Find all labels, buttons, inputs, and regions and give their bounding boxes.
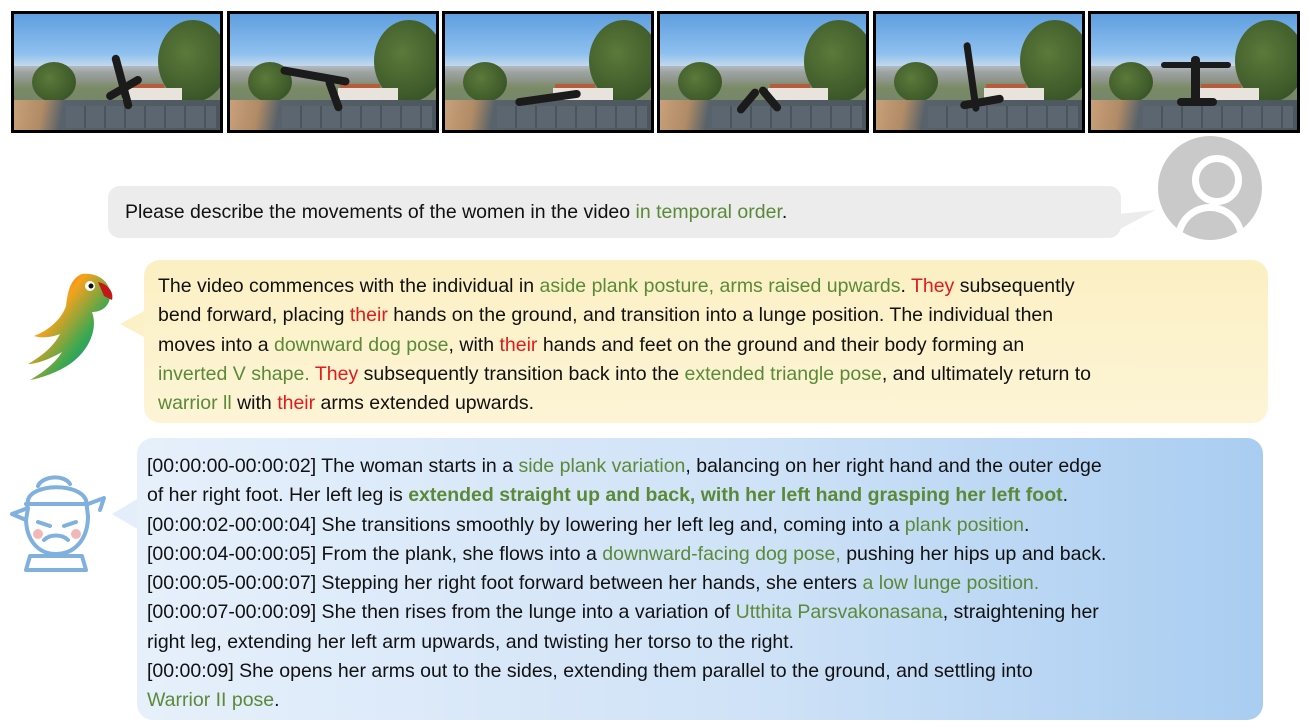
response-line: of her right foot. Her left leg is extended straight up and back, with her left hand grasping her left foot. [147,484,1069,507]
video-frame [11,11,223,133]
response-line: [00:00:04-00:00:05] From the plank, she flows into a downward-facing dog pose, pushing her hips up and back. [147,542,1107,565]
user-bubble-tail [1118,202,1156,230]
video-frame [657,11,869,133]
video-frame [227,11,439,133]
video-frame [1088,11,1300,133]
response-line: moves into a downward dog pose, with their hands and feet on the ground and their body forming an [158,333,1025,356]
monk-mascot-icon [8,470,108,574]
response-line: [00:00:02-00:00:04] She transitions smoothly by lowering her left leg and, coming into a plank position. [147,513,1030,536]
assistant-a-response [144,260,1268,423]
user-message-bubble [108,186,1121,238]
assistant-b-response [137,438,1263,720]
response-line: [00:00:05-00:00:07] Stepping her right foot forward between her hands, she enters a low lunge position. [147,572,1040,595]
blue-bubble-tail [112,498,139,530]
user-avatar-icon [1158,136,1262,240]
video-frame [442,11,654,133]
video-frame [873,11,1085,133]
parrot-logo-icon [28,268,116,384]
response-line: [00:00:00-00:00:02] The woman starts in a side plank variation, balancing on her right hand and the outer edge [147,455,1102,477]
video-frames-strip [11,11,1303,133]
response-line: The video commences with the individual in aside plank posture, arms raised upwards. They subsequently [158,275,1075,297]
response-line: right leg, extending her left arm upwards, and twisting her torso to the right. [147,630,795,653]
user-message-text: Please describe the movements of the women in the video in temporal order. [125,200,788,223]
yellow-bubble-tail [120,310,146,338]
response-line: Warrior II pose. [147,689,280,712]
response-line: [00:00:07-00:00:09] She then rises from the lunge into a variation of Utthita Parsvakonasana, straightening her [147,601,1099,624]
response-line: warrior ll with their arms extended upwards. [158,392,535,415]
response-line: [00:00:09] She opens her arms out to the sides, extending them parallel to the ground, and settling into [147,660,1033,683]
response-line: inverted V shape. They subsequently transition back into the extended triangle pose, and ultimately return to [158,362,1092,385]
response-line: bend forward, placing their hands on the ground, and transition into a lunge position. The individual then [158,304,1054,327]
